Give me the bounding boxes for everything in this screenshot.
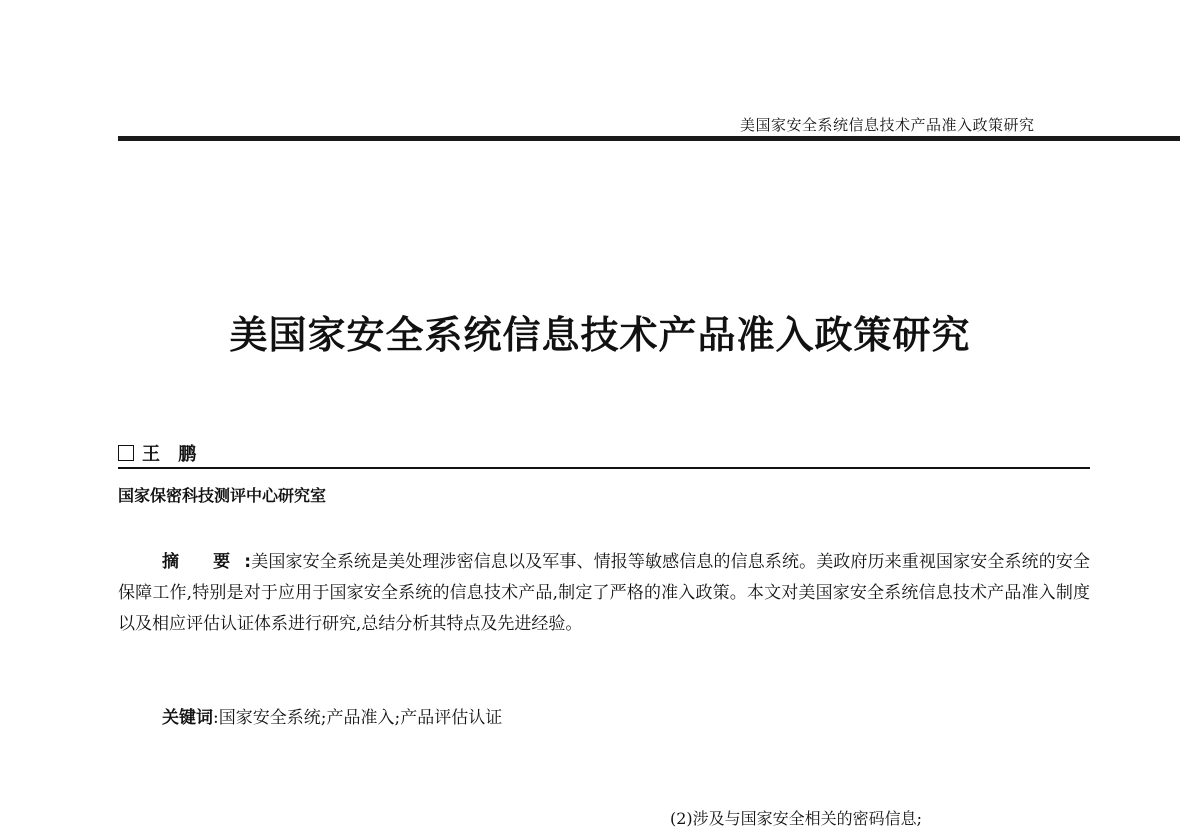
article-title: 美国家安全系统信息技术产品准入政策研究 [229, 312, 971, 357]
author-rule [118, 467, 1090, 469]
body-text-line: (2)涉及与国家安全相关的密码信息; [670, 809, 923, 828]
author-marker-box [118, 445, 134, 461]
header-rule [118, 136, 1180, 141]
running-header: 美国家安全系统信息技术产品准入政策研究 [740, 116, 1035, 134]
affiliation: 国家保密科技测评中心研究室 [118, 486, 327, 505]
abstract-text: 美国家安全系统是美处理涉密信息以及军事、情报等敏感信息的信息系统。美政府历来重视国家安全系统的安全保障工作,特别是对于应用于国家安全系统的信息技术产品,制定了严格的准入政策。本文对美国家安全系统信息技术产品准入制度以及相应评估认证体系进行研究,总结分析其特点及先进经验。 [118, 552, 1090, 634]
keywords [162, 703, 502, 728]
keywords-text: 国家安全系统;产品准入;产品评估认证 [218, 708, 503, 728]
abstract-colon: : [244, 552, 252, 572]
author-name: 王 鹏 [142, 444, 203, 465]
keywords-label: 关键词 [162, 708, 213, 728]
abstract-label: 摘 要 [162, 552, 245, 572]
author-line [118, 440, 202, 466]
abstract [118, 547, 1090, 640]
keywords-colon: : [213, 708, 219, 728]
